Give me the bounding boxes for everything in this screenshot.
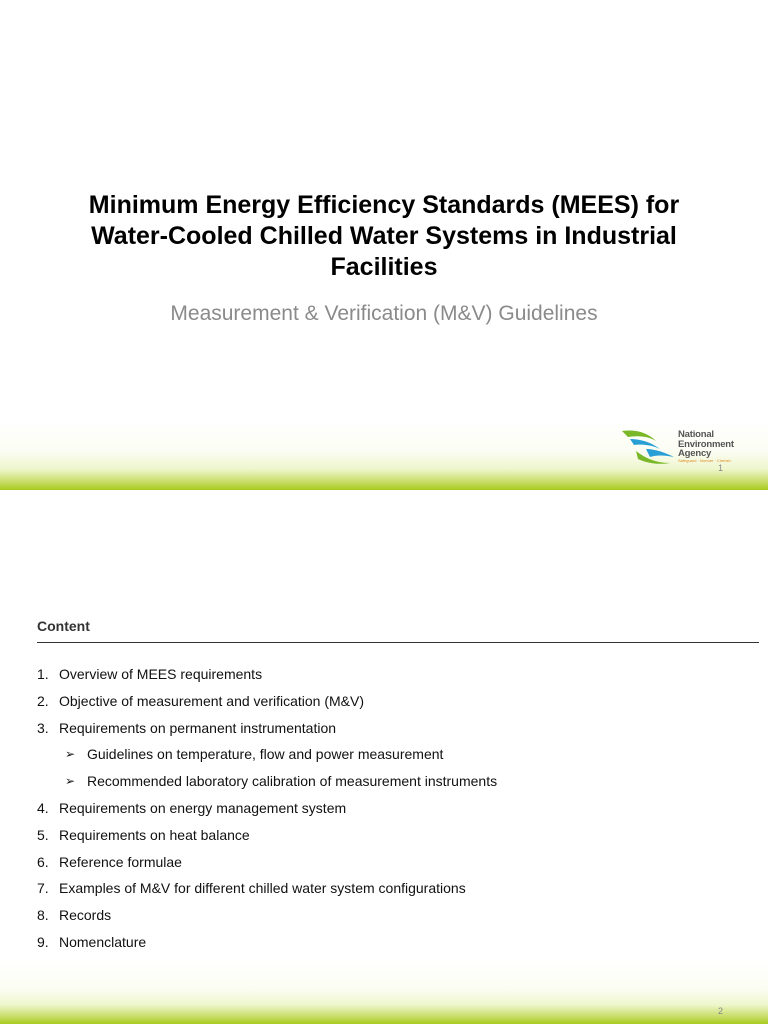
- toc-item-7: [37, 878, 737, 905]
- nea-logo: [620, 427, 760, 467]
- toc-text: Recommended laboratory calibration of measurement instruments: [87, 773, 498, 790]
- toc-number: 6.: [37, 853, 49, 870]
- slide-title-line-2: Water-Cooled Chilled Water Systems in Industrial: [91, 222, 677, 250]
- toc-number: 5.: [37, 826, 49, 843]
- toc-number: 8.: [37, 907, 49, 924]
- toc-item-2: [37, 691, 737, 718]
- toc-item-1: [37, 664, 737, 691]
- toc-number: 3.: [37, 719, 49, 736]
- toc-item-8: [37, 905, 737, 932]
- footer-band: [0, 960, 768, 1024]
- toc-item-3: [37, 718, 737, 745]
- table-of-contents: [37, 664, 737, 959]
- page-number: 1: [718, 463, 724, 473]
- toc-text: Examples of M&V for different chilled water system configurations: [59, 880, 466, 897]
- toc-item-5: [37, 825, 737, 852]
- toc-text: Overview of MEES requirements: [59, 666, 263, 682]
- toc-text: Reference formulae: [59, 853, 182, 870]
- slide-title-line-3: Facilities: [330, 253, 438, 281]
- nea-logo-mark-icon: [620, 427, 676, 467]
- content-slide: [0, 490, 768, 1024]
- toc-item-9: [37, 932, 737, 959]
- arrow-bullet-icon: ➢: [65, 747, 76, 762]
- toc-text: Requirements on permanent instrumentation: [59, 719, 337, 736]
- nea-logo-text: [678, 430, 734, 459]
- title-slide: [0, 0, 768, 490]
- slide-subtitle: Measurement & Verification (M&V) Guidelines: [170, 302, 598, 325]
- nea-logo-tagline: Safeguard · Nurture · Cherish: [678, 458, 731, 463]
- slide-title: [40, 190, 728, 283]
- toc-item-6: [37, 852, 737, 879]
- toc-number: 1.: [37, 666, 49, 682]
- toc-text: Objective of measurement and verification (M&V): [59, 692, 365, 709]
- nea-logo-line-3: Agency: [678, 448, 712, 459]
- toc-item-4: [37, 798, 737, 825]
- toc-number: 7.: [37, 880, 49, 897]
- toc-subitem-3a: [37, 744, 737, 771]
- toc-text: Guidelines on temperature, flow and power measurement: [87, 746, 444, 763]
- toc-text: Nomenclature: [59, 933, 147, 950]
- page-number: 2: [718, 1006, 724, 1016]
- content-heading: Content: [37, 618, 90, 634]
- slide-title-line-1: Minimum Energy Efficiency Standards (MEES) for: [88, 191, 680, 219]
- heading-divider: [37, 642, 759, 643]
- toc-text: Records: [59, 907, 112, 924]
- toc-subitem-3b: [37, 771, 737, 798]
- nea-logo-line-2: Environment: [678, 438, 734, 450]
- toc-number: 4.: [37, 799, 49, 816]
- toc-number: 2.: [37, 692, 49, 709]
- arrow-bullet-icon: ➢: [65, 774, 76, 789]
- toc-text: Requirements on heat balance: [59, 826, 250, 843]
- nea-logo-line-1: National: [678, 429, 714, 440]
- toc-text: Requirements on energy management system: [59, 799, 347, 816]
- toc-number: 9.: [37, 933, 49, 950]
